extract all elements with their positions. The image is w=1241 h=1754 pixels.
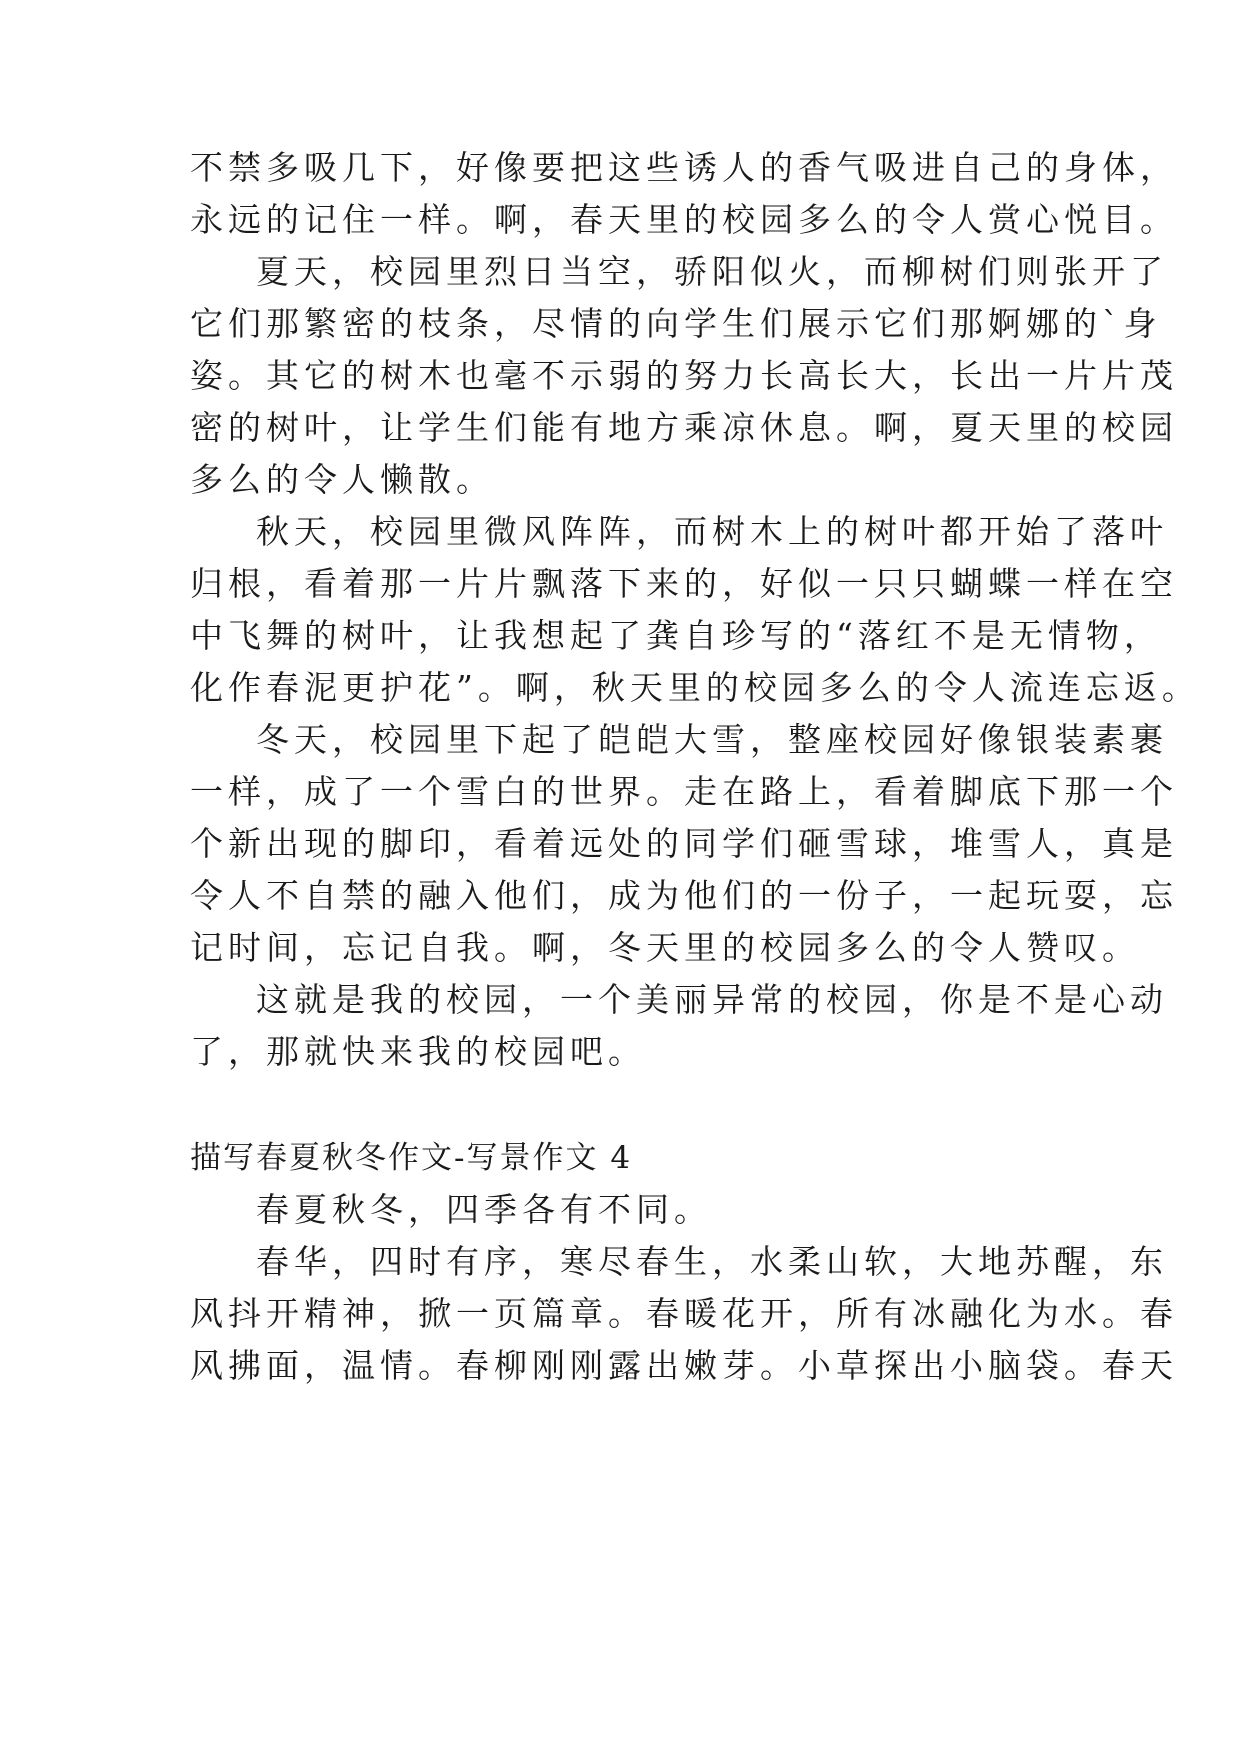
summer-paragraph-line: 密的树叶，让学生们能有地方乘凉休息。啊，夏天里的校园	[190, 408, 1178, 447]
summer-paragraph-line: 姿。其它的树木也毫不示弱的努力长高长大，长出一片片茂	[190, 356, 1178, 395]
spring-paragraph-line: 春华，四时有序，寒尽春生，水柔山软，大地苏醒，东	[256, 1242, 1168, 1281]
winter-paragraph-line: 个新出现的脚印，看着远处的同学们砸雪球，堆雪人，真是	[190, 824, 1178, 863]
paragraph-line: 永远的记住一样。啊，春天里的校园多么的令人赏心悦目。	[190, 200, 1178, 239]
autumn-paragraph-line: 中飞舞的树叶，让我想起了龚自珍写的“落红不是无情物，	[190, 616, 1162, 655]
summer-paragraph-line: 夏天，校园里烈日当空，骄阳似火，而柳树们则张开了	[256, 252, 1168, 291]
autumn-paragraph-line: 秋天，校园里微风阵阵，而树木上的树叶都开始了落叶	[256, 512, 1168, 551]
autumn-paragraph-line: 归根，看着那一片片飘落下来的，好似一只只蝴蝶一样在空	[190, 564, 1178, 603]
section-heading: 描写春夏秋冬作文-写景作文 4	[190, 1140, 633, 1176]
winter-paragraph-line: 记时间，忘记自我。啊，冬天里的校园多么的令人赞叹。	[190, 928, 1140, 967]
winter-paragraph-line: 一样，成了一个雪白的世界。走在路上，看着脚底下那一个	[190, 772, 1178, 811]
winter-paragraph-line: 冬天，校园里下起了皑皑大雪，整座校园好像银装素裹	[256, 720, 1168, 759]
summer-paragraph-line: 多么的令人懒散。	[190, 460, 494, 499]
winter-paragraph-line: 令人不自禁的融入他们，成为他们的一份子，一起玩耍，忘	[190, 876, 1178, 915]
paragraph-line: 不禁多吸几下，好像要把这些诱人的香气吸进自己的身体，	[190, 148, 1178, 187]
closing-paragraph-line: 这就是我的校园，一个美丽异常的校园，你是不是心动	[256, 980, 1168, 1019]
closing-paragraph-line: 了，那就快来我的校园吧。	[190, 1032, 646, 1071]
summer-paragraph-line: 它们那繁密的枝条，尽情的向学生们展示它们那婀娜的`身	[190, 304, 1162, 343]
spring-paragraph-line: 风抖开精神，掀一页篇章。春暖花开，所有冰融化为水。春	[190, 1294, 1178, 1333]
intro-line: 春夏秋冬，四季各有不同。	[256, 1190, 712, 1229]
spring-paragraph-line: 风拂面，温情。春柳刚刚露出嫩芽。小草探出小脑袋。春天	[190, 1346, 1178, 1385]
autumn-paragraph-line: 化作春泥更护花”。啊，秋天里的校园多么的令人流连忘返。	[190, 668, 1200, 707]
